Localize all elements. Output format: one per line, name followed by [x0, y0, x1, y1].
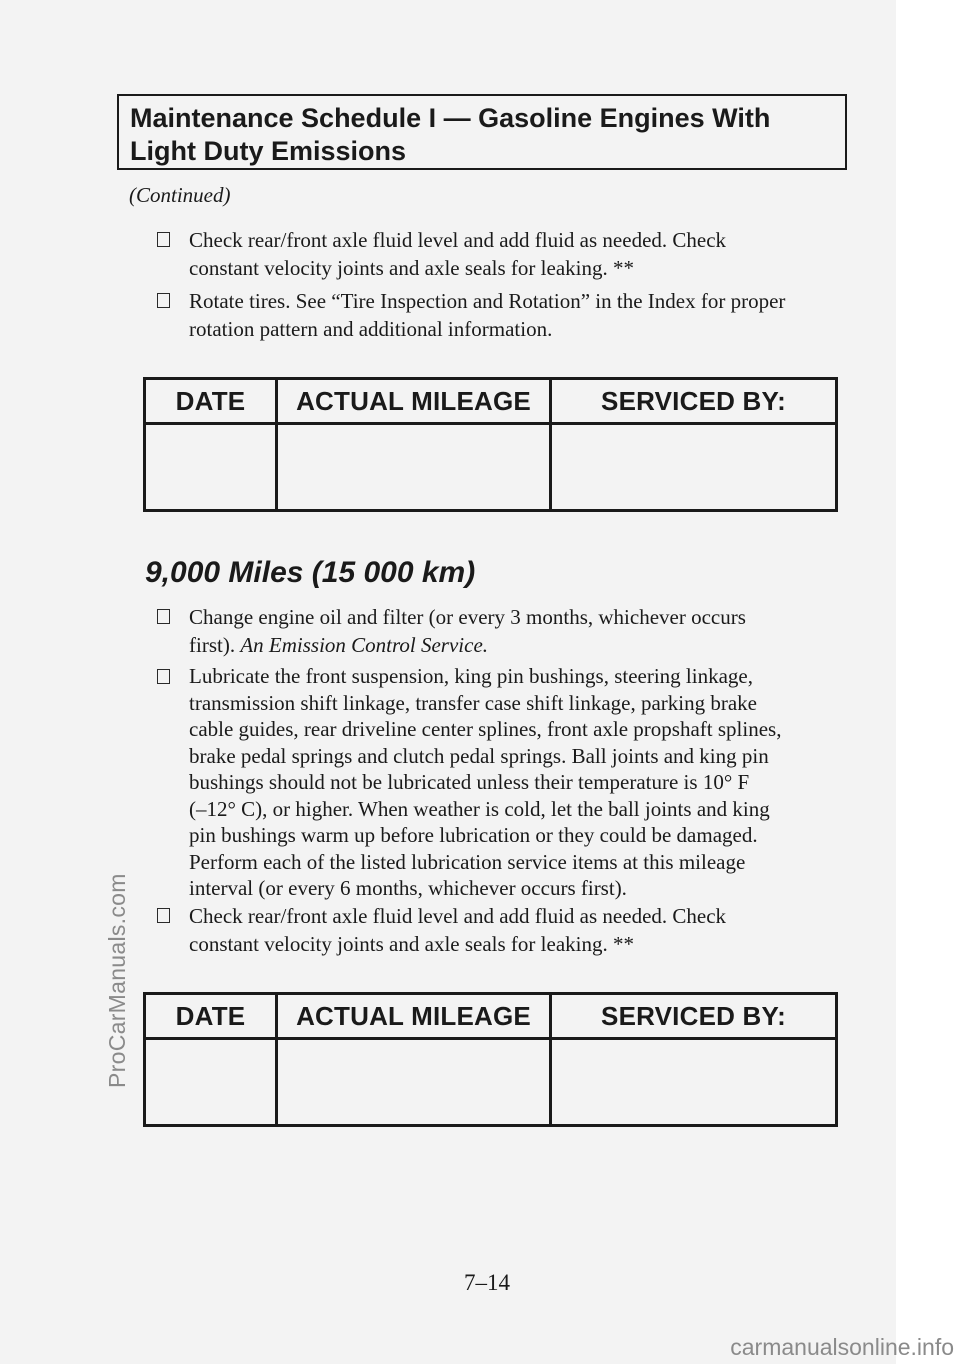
- header-title-line-2: Light Duty Emissions: [130, 136, 407, 166]
- service-log-entry-row: [145, 1039, 837, 1126]
- item-text-line: constant velocity joints and axle seals for leaking. **: [189, 932, 634, 956]
- service-log-table: [143, 377, 838, 512]
- page-number: 7–14: [464, 1270, 510, 1295]
- actual-mileage-column-header: ACTUAL MILEAGE: [277, 994, 551, 1039]
- continued-label: (Continued): [129, 183, 231, 207]
- checkbox-icon[interactable]: [157, 609, 170, 624]
- bottom-watermark: carmanualsonline.info: [730, 1334, 954, 1360]
- date-column-header: DATE: [145, 994, 277, 1039]
- item-text-line: Rotate tires. See “Tire Inspection and Rotation” in the Index for proper: [189, 289, 786, 313]
- item-text-fragment: first).: [189, 633, 241, 657]
- item-text-line: cable guides, rear driveline center splines, front axle propshaft splines,: [189, 717, 782, 741]
- item-text-line: Check rear/front axle fluid level and add fluid as needed. Check: [189, 228, 727, 252]
- date-entry-cell[interactable]: [145, 424, 277, 511]
- date-entry-cell[interactable]: [145, 1039, 277, 1126]
- serviced-by-column-header: SERVICED BY:: [551, 994, 837, 1039]
- item-text-line: brake pedal springs and clutch pedal springs. Ball joints and king pin: [189, 743, 769, 768]
- item-text-line: [189, 631, 746, 659]
- item-text-line: Perform each of the listed lubrication service items at this mileage: [189, 849, 746, 874]
- checkbox-icon[interactable]: [157, 293, 170, 308]
- checkbox-icon[interactable]: [157, 908, 170, 923]
- date-column-header: DATE: [145, 379, 277, 424]
- item-text-line: rotation pattern and additional information.: [189, 317, 553, 341]
- service-log-table: [143, 992, 838, 1127]
- item-text-line: Check rear/front axle fluid level and add fluid as needed. Check: [189, 904, 727, 928]
- item-text-line: transmission shift linkage, transfer case shift linkage, parking brake: [189, 690, 758, 715]
- service-log-entry-row: [145, 424, 837, 511]
- page-header-box: [117, 94, 847, 170]
- checkbox-icon[interactable]: [157, 232, 170, 247]
- actual-mileage-column-header: ACTUAL MILEAGE: [277, 379, 551, 424]
- item-text-line: pin bushings warm up before lubrication or they could be damaged.: [189, 823, 758, 847]
- header-title-line-1: Maintenance Schedule I — Gasoline Engines With: [130, 103, 771, 133]
- serviced-by-entry-cell[interactable]: [551, 424, 837, 511]
- item-text-line: (–12° C), or higher. When weather is cold, let the ball joints and king: [189, 796, 770, 821]
- item-text-line: Lubricate the front suspension, king pin bushings, steering linkage,: [189, 664, 753, 688]
- mileage-entry-cell[interactable]: [277, 1039, 551, 1126]
- section-heading-9000-miles: 9,000 Miles (15 000 km): [145, 556, 476, 589]
- serviced-by-entry-cell[interactable]: [551, 1039, 837, 1126]
- item-text-line: constant velocity joints and axle seals for leaking. **: [189, 256, 634, 280]
- item-text-line: Change engine oil and filter (or every 3 months, whichever occurs: [189, 605, 746, 629]
- side-watermark: ProCarManuals.com: [104, 873, 130, 1088]
- service-log-header-row: [145, 994, 837, 1039]
- item-text-line: interval (or every 6 months, whichever occurs first).: [189, 876, 627, 900]
- item-text-line: bushings should not be lubricated unless their temperature is 10° F: [189, 770, 750, 794]
- service-log-header-row: [145, 379, 837, 424]
- emission-control-note: An Emission Control Service.: [240, 633, 489, 657]
- mileage-entry-cell[interactable]: [277, 424, 551, 511]
- serviced-by-column-header: SERVICED BY:: [551, 379, 837, 424]
- checkbox-icon[interactable]: [157, 669, 170, 684]
